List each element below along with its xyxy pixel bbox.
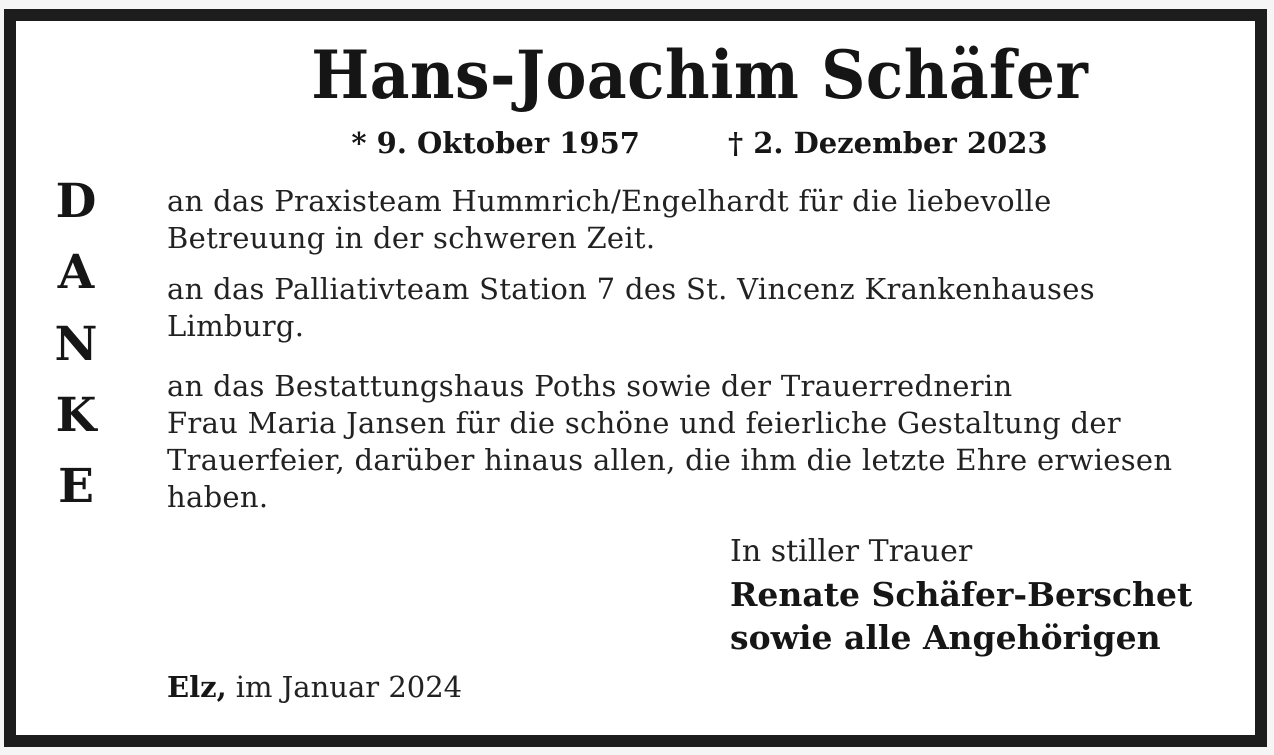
closing-line: In stiller Trauer xyxy=(730,534,973,569)
paragraph-line: Betreuung in der schweren Zeit. xyxy=(167,221,656,255)
paragraph-line: an das Praxisteam Hummrich/Engelhardt für die liebevolle xyxy=(167,184,1052,218)
place-date-line xyxy=(167,669,462,705)
obituary-notice-card xyxy=(4,9,1267,747)
place-name: Elz, xyxy=(167,670,227,704)
paragraph-line: Frau Maria Jansen für die schöne und feierliche Gestaltung der xyxy=(167,406,1121,440)
thanks-paragraph xyxy=(167,183,1172,257)
danke-vertical-word xyxy=(54,174,98,514)
birth-date: * 9. Oktober 1957 xyxy=(351,126,640,160)
date-text: im Januar 2024 xyxy=(235,670,463,704)
paragraph-line: haben. xyxy=(167,480,269,514)
paragraph-line: Trauerfeier, darüber hinaus allen, die ihm die letzte Ehre erwiesen xyxy=(167,443,1173,477)
mourner-relatives-line: sowie alle Angehörigen xyxy=(730,618,1161,657)
danke-letter: D xyxy=(55,174,97,229)
paragraph-line: an das Palliativteam Station 7 des St. Vincenz Krankenhauses xyxy=(167,272,1095,306)
mourner-name: Renate Schäfer-Berschet xyxy=(730,575,1193,614)
danke-letter: K xyxy=(55,387,97,443)
danke-letter: E xyxy=(58,459,94,514)
life-dates-row xyxy=(16,127,1255,159)
paragraph-line: an das Bestattungshaus Poths sowie der Trauerrednerin xyxy=(167,369,1013,403)
death-date: † 2. Dezember 2023 xyxy=(727,126,1048,160)
paragraph-line: Limburg. xyxy=(167,309,305,343)
thanks-paragraph xyxy=(167,271,1172,345)
life-dates xyxy=(351,127,1047,159)
danke-letter: N xyxy=(54,316,98,372)
thanks-paragraphs xyxy=(167,183,1172,516)
signature-block xyxy=(730,531,1192,659)
thanks-paragraph xyxy=(167,368,1172,516)
header xyxy=(16,36,1255,114)
danke-letter: A xyxy=(57,245,95,301)
deceased-name: Hans-Joachim Schäfer xyxy=(310,36,1088,114)
